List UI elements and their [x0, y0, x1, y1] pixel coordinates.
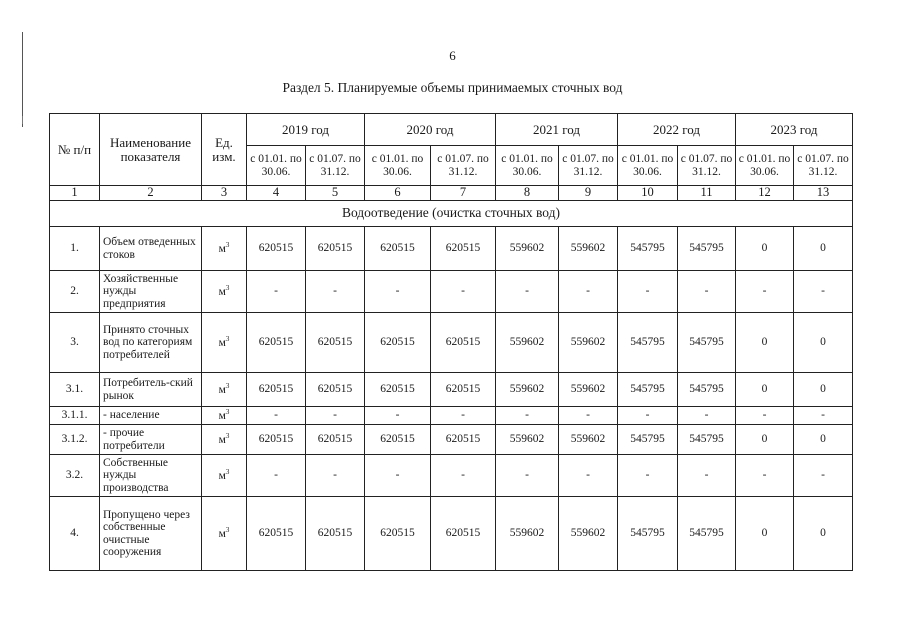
- value-cell: -: [678, 271, 736, 313]
- value-cell: 620515: [306, 425, 365, 455]
- header-period: с 01.01. по 30.06.: [365, 146, 431, 186]
- value-cell: 620515: [431, 373, 496, 407]
- unit-exponent: 3: [225, 241, 230, 250]
- row-number: 2.: [50, 271, 100, 313]
- page-number: 6: [449, 48, 456, 63]
- value-cell: 620515: [365, 425, 431, 455]
- value-cell: 620515: [306, 313, 365, 373]
- header-period: с 01.07. по 31.12.: [794, 146, 853, 186]
- value-cell: 0: [736, 497, 794, 571]
- value-cell: -: [496, 407, 559, 425]
- unit-base: м: [218, 409, 226, 422]
- value-cell: -: [736, 271, 794, 313]
- row-name: - население: [100, 407, 202, 425]
- unit-base: м: [218, 383, 226, 396]
- section-row: Водоотведение (очистка сточных вод): [50, 201, 853, 227]
- column-number: 1: [50, 186, 100, 201]
- section-title: Раздел 5. Планируемые объемы принимаемых сточных вод: [282, 80, 623, 95]
- row-number: 4.: [50, 497, 100, 571]
- row-name: Потребитель-ский рынок: [100, 373, 202, 407]
- value-cell: 545795: [678, 373, 736, 407]
- value-cell: 0: [794, 497, 853, 571]
- value-cell: -: [431, 271, 496, 313]
- row-unit: [202, 373, 247, 407]
- value-cell: -: [559, 271, 618, 313]
- table-row: [50, 271, 853, 313]
- row-number: 1.: [50, 227, 100, 271]
- table-row: [50, 455, 853, 497]
- value-cell: -: [247, 407, 306, 425]
- table-row: [50, 227, 853, 271]
- header-period: с 01.07. по 31.12.: [559, 146, 618, 186]
- value-cell: -: [431, 455, 496, 497]
- value-cell: 620515: [431, 313, 496, 373]
- column-number: 7: [431, 186, 496, 201]
- value-cell: 620515: [431, 425, 496, 455]
- value-cell: 545795: [678, 227, 736, 271]
- row-name: Принято сточных вод по категориям потребителей: [100, 313, 202, 373]
- row-unit: [202, 407, 247, 425]
- unit-base: м: [218, 336, 226, 349]
- unit-exponent: 3: [225, 284, 230, 293]
- value-cell: 545795: [678, 497, 736, 571]
- unit-base: м: [218, 285, 226, 298]
- header-year: 2023 год: [736, 114, 853, 146]
- value-cell: 620515: [247, 425, 306, 455]
- value-cell: -: [794, 271, 853, 313]
- unit-base: м: [218, 469, 226, 482]
- value-cell: 545795: [618, 373, 678, 407]
- value-cell: 559602: [559, 497, 618, 571]
- header-col-no: № п/п: [50, 114, 100, 186]
- row-number: 3.1.2.: [50, 425, 100, 455]
- row-unit: [202, 455, 247, 497]
- row-name: Хозяйственные нужды предприятия: [100, 271, 202, 313]
- row-number: 3.: [50, 313, 100, 373]
- header-year: 2022 год: [618, 114, 736, 146]
- value-cell: 620515: [365, 313, 431, 373]
- value-cell: -: [365, 455, 431, 497]
- value-cell: -: [559, 455, 618, 497]
- value-cell: -: [678, 455, 736, 497]
- value-cell: -: [306, 407, 365, 425]
- table-row: [50, 407, 853, 425]
- row-name: Пропущено через собственные очистные сооружения: [100, 497, 202, 571]
- unit-base: м: [218, 527, 226, 540]
- value-cell: 620515: [431, 227, 496, 271]
- value-cell: 0: [794, 373, 853, 407]
- column-number: 5: [306, 186, 365, 201]
- header-period: с 01.07. по 31.12.: [431, 146, 496, 186]
- value-cell: 0: [736, 313, 794, 373]
- margin-tick: [22, 116, 23, 124]
- value-cell: -: [618, 407, 678, 425]
- header-period: с 01.01. по 30.06.: [496, 146, 559, 186]
- value-cell: 0: [794, 425, 853, 455]
- value-cell: 545795: [618, 227, 678, 271]
- value-cell: 620515: [247, 227, 306, 271]
- column-number: 12: [736, 186, 794, 201]
- value-cell: 620515: [306, 373, 365, 407]
- value-cell: -: [365, 271, 431, 313]
- value-cell: 620515: [431, 497, 496, 571]
- value-cell: 545795: [618, 425, 678, 455]
- unit-exponent: 3: [225, 408, 230, 417]
- column-number: 6: [365, 186, 431, 201]
- unit-exponent: 3: [225, 468, 230, 477]
- value-cell: 545795: [678, 425, 736, 455]
- row-number: 3.2.: [50, 455, 100, 497]
- header-period: с 01.07. по 31.12.: [678, 146, 736, 186]
- value-cell: -: [431, 407, 496, 425]
- value-cell: -: [678, 407, 736, 425]
- value-cell: 559602: [496, 425, 559, 455]
- value-cell: -: [496, 271, 559, 313]
- row-number: 3.1.1.: [50, 407, 100, 425]
- column-number: 8: [496, 186, 559, 201]
- value-cell: -: [247, 271, 306, 313]
- row-name: - прочие потребители: [100, 425, 202, 455]
- header-period: с 01.01. по 30.06.: [618, 146, 678, 186]
- column-number: 13: [794, 186, 853, 201]
- header-col-unit: Ед. изм.: [202, 114, 247, 186]
- unit-exponent: 3: [225, 432, 230, 441]
- column-numbers-row: [50, 186, 853, 201]
- unit-exponent: 3: [225, 335, 230, 344]
- header-period: с 01.07. по 31.12.: [306, 146, 365, 186]
- row-unit: [202, 271, 247, 313]
- value-cell: -: [736, 407, 794, 425]
- header-col-name: Наименование показателя: [100, 114, 202, 186]
- row-unit: [202, 227, 247, 271]
- value-cell: 620515: [247, 373, 306, 407]
- column-number: 11: [678, 186, 736, 201]
- table-row: [50, 373, 853, 407]
- table-row: [50, 497, 853, 571]
- value-cell: -: [736, 455, 794, 497]
- column-number: 2: [100, 186, 202, 201]
- row-unit: [202, 313, 247, 373]
- value-cell: 545795: [618, 497, 678, 571]
- value-cell: -: [618, 455, 678, 497]
- value-cell: -: [618, 271, 678, 313]
- column-number: 4: [247, 186, 306, 201]
- value-cell: 0: [794, 313, 853, 373]
- value-cell: -: [794, 455, 853, 497]
- column-number: 3: [202, 186, 247, 201]
- value-cell: 0: [736, 227, 794, 271]
- value-cell: 620515: [306, 227, 365, 271]
- row-unit: [202, 497, 247, 571]
- value-cell: 559602: [559, 425, 618, 455]
- value-cell: 559602: [496, 227, 559, 271]
- row-name: Объем отведенных стоков: [100, 227, 202, 271]
- value-cell: 559602: [559, 373, 618, 407]
- column-number: 9: [559, 186, 618, 201]
- value-cell: 0: [794, 227, 853, 271]
- header-period: с 01.01. по 30.06.: [247, 146, 306, 186]
- value-cell: 545795: [618, 313, 678, 373]
- value-cell: 620515: [365, 497, 431, 571]
- value-cell: 620515: [365, 373, 431, 407]
- header-year: 2019 год: [247, 114, 365, 146]
- value-cell: -: [794, 407, 853, 425]
- value-cell: 559602: [496, 313, 559, 373]
- value-cell: -: [496, 455, 559, 497]
- volumes-table: [49, 113, 853, 571]
- value-cell: 559602: [496, 373, 559, 407]
- header-year: 2020 год: [365, 114, 496, 146]
- value-cell: 620515: [247, 313, 306, 373]
- value-cell: 559602: [559, 227, 618, 271]
- row-name: Собственные нужды производства: [100, 455, 202, 497]
- table-row: [50, 425, 853, 455]
- unit-base: м: [218, 433, 226, 446]
- value-cell: 559602: [496, 497, 559, 571]
- value-cell: 0: [736, 425, 794, 455]
- header-period: с 01.01. по 30.06.: [736, 146, 794, 186]
- header-year: 2021 год: [496, 114, 618, 146]
- value-cell: -: [365, 407, 431, 425]
- value-cell: -: [247, 455, 306, 497]
- unit-exponent: 3: [225, 526, 230, 535]
- value-cell: 620515: [247, 497, 306, 571]
- unit-base: м: [218, 242, 226, 255]
- value-cell: -: [559, 407, 618, 425]
- value-cell: -: [306, 455, 365, 497]
- value-cell: 0: [736, 373, 794, 407]
- column-number: 10: [618, 186, 678, 201]
- row-unit: [202, 425, 247, 455]
- value-cell: 620515: [306, 497, 365, 571]
- value-cell: 545795: [678, 313, 736, 373]
- table-row: [50, 313, 853, 373]
- unit-exponent: 3: [225, 382, 230, 391]
- value-cell: 559602: [559, 313, 618, 373]
- value-cell: 620515: [365, 227, 431, 271]
- row-number: 3.1.: [50, 373, 100, 407]
- value-cell: -: [306, 271, 365, 313]
